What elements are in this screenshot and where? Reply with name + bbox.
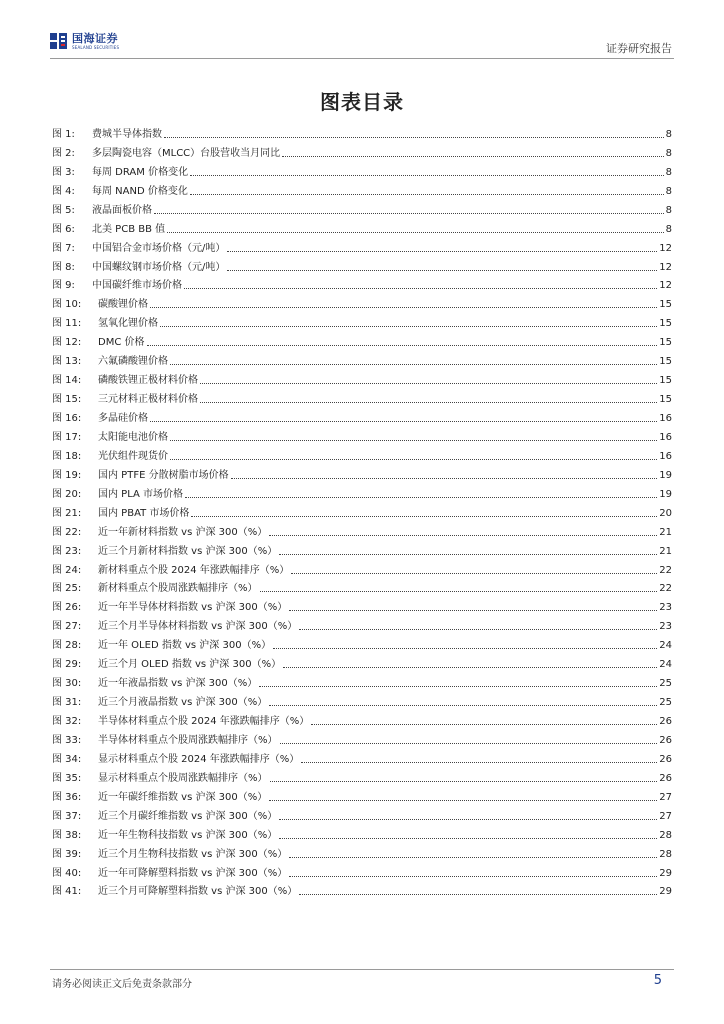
figure-number: 图 22: [52,526,82,538]
figure-title: 近三个月半导体材料指数 vs 沪深 300（%） [98,621,298,633]
figure-page-number: 8 [665,204,672,216]
toc-entry[interactable] [52,482,672,501]
toc-entry[interactable] [52,274,672,293]
figure-title: 新材料重点个股 2024 年涨跌幅排序（%） [98,564,290,576]
dot-leader [170,440,657,441]
toc-entry[interactable] [52,633,672,652]
figure-number: 图 20: [52,488,82,500]
figure-title: 多晶硅价格 [98,413,148,424]
figure-number: 图 8: [52,261,75,273]
toc-entry[interactable] [52,255,672,274]
figure-title: 近三个月生物科技指数 vs 沪深 300（%） [98,848,288,860]
dot-leader [301,762,657,763]
toc-entry[interactable] [52,577,672,596]
dot-leader [150,421,657,422]
dot-leader [231,478,658,479]
toc-entry[interactable] [52,652,672,671]
dot-leader [279,554,657,555]
figure-page-number: 28 [659,848,672,860]
figure-number: 图 28: [52,640,82,652]
figure-page-number: 24 [659,640,672,652]
dot-leader [259,686,657,687]
figure-title: 碳酸锂价格 [98,299,148,311]
toc-entry[interactable] [52,880,672,899]
figure-title: 近一年碳纤维指数 vs 沪深 300（%） [98,791,268,803]
dot-leader [289,876,657,877]
figure-page-number: 22 [659,583,672,595]
dot-leader [291,573,657,574]
dot-leader [147,345,658,346]
figure-title: 太阳能电池价格 [98,431,168,443]
toc-entry[interactable] [52,349,672,368]
figure-number: 图 4: [52,185,75,197]
figure-page-number: 29 [659,867,672,879]
figure-number: 图 37: [52,810,82,822]
figure-number: 图 24: [52,564,82,576]
toc-entry[interactable] [52,709,672,728]
figure-number: 图 19: [52,469,82,481]
figure-title: 新材料重点个股周涨跌幅排序（%） [98,583,258,595]
toc-entry[interactable] [52,330,672,349]
figure-number: 图 14: [52,375,82,387]
figure-title: 近一年新材料指数 vs 沪深 300（%） [98,526,268,538]
figure-page-number: 8 [665,223,672,235]
figure-number: 图 39: [52,848,82,860]
dot-leader [167,232,663,233]
figure-page-number: 27 [659,791,672,803]
figure-title: 多层陶瓷电容（MLCC）台股营收当月同比 [92,147,281,159]
toc-entry[interactable] [52,614,672,633]
dot-leader [269,705,657,706]
figure-number: 图 3: [52,166,75,178]
dot-leader [279,838,657,839]
toc-entry[interactable] [52,520,672,539]
toc-entry[interactable] [52,804,672,823]
figure-title: 半导体材料重点个股 2024 年涨跌幅排序（%） [98,716,310,727]
figure-page-number: 15 [659,299,672,311]
figure-number: 图 30: [52,678,82,690]
figure-number: 图 7: [52,242,75,254]
dot-leader [273,648,657,649]
toc-entry[interactable] [52,671,672,690]
figure-number: 图 40: [52,867,82,879]
figure-number: 图 15: [52,394,82,406]
dot-leader [170,364,657,365]
figure-title: 近一年液晶指数 vs 沪深 300（%） [98,678,258,690]
figure-title: 费城半导体指数 [92,128,162,140]
dot-leader [269,535,657,536]
figure-number: 图 23: [52,545,82,557]
figure-number: 图 31: [52,697,82,709]
figure-number: 图 34: [52,753,82,765]
dot-leader [150,307,657,308]
figure-number: 图 16: [52,413,82,424]
dot-leader [283,667,657,668]
dot-leader [260,591,658,592]
figure-page-number: 15 [659,375,672,387]
figure-number: 图 1: [52,128,75,140]
figure-page-number: 28 [659,829,672,841]
figure-number: 图 38: [52,829,82,841]
dot-leader [160,326,657,327]
figure-number: 图 13: [52,356,82,368]
figure-number: 图 25: [52,583,82,595]
company-logo [50,31,119,51]
figure-page-number: 26 [659,734,672,746]
dot-leader [299,629,657,630]
figure-title: 光伏组件现货价 [98,450,168,462]
figure-title: 近一年生物科技指数 vs 沪深 300（%） [98,829,278,841]
figure-title: 中国碳纤维市场价格 [92,280,182,292]
figure-title: 近三个月新材料指数 vs 沪深 300（%） [98,545,278,557]
figure-title: 液晶面板价格 [92,204,152,216]
figure-number: 图 29: [52,659,82,671]
toc-entry[interactable] [52,558,672,577]
dot-leader [185,497,657,498]
page-title: 图表目录 [320,90,404,114]
toc-entry[interactable] [52,311,672,330]
figure-title: 国内 PLA 市场价格 [98,488,184,500]
toc-entry[interactable] [52,766,672,785]
toc-entry[interactable] [52,747,672,766]
footer-disclaimer: 请务必阅读正文后免责条款部分 [52,979,192,990]
figure-page-number: 8 [665,147,672,159]
dot-leader [227,251,657,252]
toc-entry[interactable] [52,728,672,747]
logo-mark-icon [50,32,68,50]
figure-title: 近一年 OLED 指数 vs 沪深 300（%） [98,640,272,652]
figure-number: 图 12: [52,337,82,349]
dot-leader [154,213,664,214]
figure-page-number: 8 [665,128,672,140]
figure-page-number: 20 [659,507,672,519]
figure-page-number: 15 [659,318,672,330]
dot-leader [279,819,657,820]
toc-entry[interactable] [52,179,672,198]
footer-divider [50,969,674,970]
dot-leader [269,800,657,801]
figure-title: 氢氧化锂价格 [98,318,158,330]
figure-number: 图 17: [52,431,82,443]
dot-leader [299,894,657,895]
figure-page-number: 19 [659,469,672,481]
figure-number: 图 21: [52,507,82,519]
toc-entry[interactable] [52,122,672,141]
figure-page-number: 12 [659,242,672,254]
page-number: 5 [653,973,662,988]
toc-entry[interactable] [52,141,672,160]
figure-number: 图 27: [52,621,82,633]
dot-leader [270,781,658,782]
figure-page-number: 25 [659,697,672,709]
dot-leader [190,194,664,195]
figure-number: 图 41: [52,886,82,898]
figure-page-number: 19 [659,488,672,500]
toc-entry[interactable] [52,406,672,425]
toc-entry[interactable] [52,595,672,614]
figure-title: 近一年可降解塑料指数 vs 沪深 300（%） [98,867,288,879]
toc-entry[interactable] [52,292,672,311]
figure-page-number: 16 [659,431,672,443]
figure-title: 近三个月可降解塑料指数 vs 沪深 300（%） [98,886,298,898]
figure-number: 图 36: [52,791,82,803]
figure-number: 图 10: [52,299,82,311]
figure-title: 三元材料正极材料价格 [98,394,198,406]
dot-leader [164,137,664,138]
figure-page-number: 26 [659,753,672,765]
page-header [0,0,724,62]
figure-title: 近一年半导体材料指数 vs 沪深 300（%） [98,602,288,614]
toc-entry[interactable] [52,425,672,444]
figure-page-number: 21 [659,545,672,557]
toc-entry[interactable] [52,217,672,236]
figure-page-number: 23 [659,602,672,614]
figure-page-number: 8 [665,166,672,178]
toc-entry[interactable] [52,387,672,406]
toc-entry[interactable] [52,368,672,387]
figure-number: 图 11: [52,318,82,330]
toc-entry[interactable] [52,444,672,463]
figure-title: 近三个月碳纤维指数 vs 沪深 300（%） [98,810,278,822]
figure-number: 图 18: [52,450,82,462]
figure-number: 图 5: [52,204,75,216]
figure-page-number: 26 [659,716,672,727]
toc-entry[interactable] [52,690,672,709]
figure-page-number: 15 [659,356,672,368]
figure-page-number: 15 [659,394,672,406]
figure-title: 显示材料重点个股 2024 年涨跌幅排序（%） [98,753,300,765]
figure-title: 半导体材料重点个股周涨跌幅排序（%） [98,734,278,746]
toc-entry[interactable] [52,501,672,520]
figure-title: 中国螺纹钢市场价格（元/吨） [92,261,226,273]
figure-title: 近三个月液晶指数 vs 沪深 300（%） [98,697,268,709]
figure-number: 图 33: [52,734,82,746]
figure-number: 图 35: [52,772,82,784]
figure-page-number: 16 [659,413,672,424]
toc-entry[interactable] [52,463,672,482]
toc-entry[interactable] [52,236,672,255]
toc-entry[interactable] [52,823,672,842]
figure-page-number: 24 [659,659,672,671]
report-type-label: 证券研究报告 [606,42,672,55]
figure-title: 磷酸铁锂正极材料价格 [98,375,198,387]
figure-title: 国内 PBAT 市场价格 [98,507,190,519]
figure-number: 图 6: [52,223,75,235]
figure-page-number: 12 [659,261,672,273]
dot-leader [311,724,657,725]
logo-name-cn: 国海证券 [72,31,118,45]
figure-number: 图 26: [52,602,82,614]
figure-page-number: 29 [659,886,672,898]
dot-leader [191,516,657,517]
figure-number: 图 9: [52,280,75,292]
figure-page-number: 15 [659,337,672,349]
figure-page-number: 22 [659,564,672,576]
figure-number: 图 32: [52,716,82,727]
dot-leader [200,383,657,384]
dot-leader [289,857,657,858]
toc-entry[interactable] [52,539,672,558]
figure-title: DMC 价格 [98,337,145,349]
dot-leader [190,175,664,176]
figure-page-number: 21 [659,526,672,538]
dot-leader [282,156,663,157]
figure-list [52,122,672,898]
figure-page-number: 16 [659,450,672,462]
logo-name-en: SEALAND SECURITIES [72,44,120,50]
toc-entry[interactable] [52,842,672,861]
toc-entry[interactable] [52,198,672,217]
figure-page-number: 8 [665,185,672,197]
dot-leader [184,288,657,289]
figure-page-number: 23 [659,621,672,633]
figure-title: 中国铝合金市场价格（元/吨） [92,242,226,254]
dot-leader [289,610,657,611]
figure-title: 每周 NAND 价格变化 [92,185,188,197]
figure-page-number: 25 [659,678,672,690]
figure-page-number: 12 [659,280,672,292]
figure-title: 六氟磷酸锂价格 [98,356,168,368]
figure-title: 每周 DRAM 价格变化 [92,166,189,178]
toc-entry[interactable] [52,785,672,804]
dot-leader [280,743,658,744]
dot-leader [200,402,657,403]
figure-title: 北美 PCB BB 值 [92,223,166,235]
header-divider [50,58,674,59]
figure-page-number: 26 [659,772,672,784]
toc-entry[interactable] [52,861,672,880]
figure-title: 显示材料重点个股周涨跌幅排序（%） [98,772,268,784]
toc-entry[interactable] [52,160,672,179]
figure-page-number: 27 [659,810,672,822]
figure-title: 国内 PTFE 分散树脂市场价格 [98,469,229,481]
figure-number: 图 2: [52,147,75,159]
figure-title: 近三个月 OLED 指数 vs 沪深 300（%） [98,659,282,671]
dot-leader [170,459,657,460]
dot-leader [227,270,657,271]
